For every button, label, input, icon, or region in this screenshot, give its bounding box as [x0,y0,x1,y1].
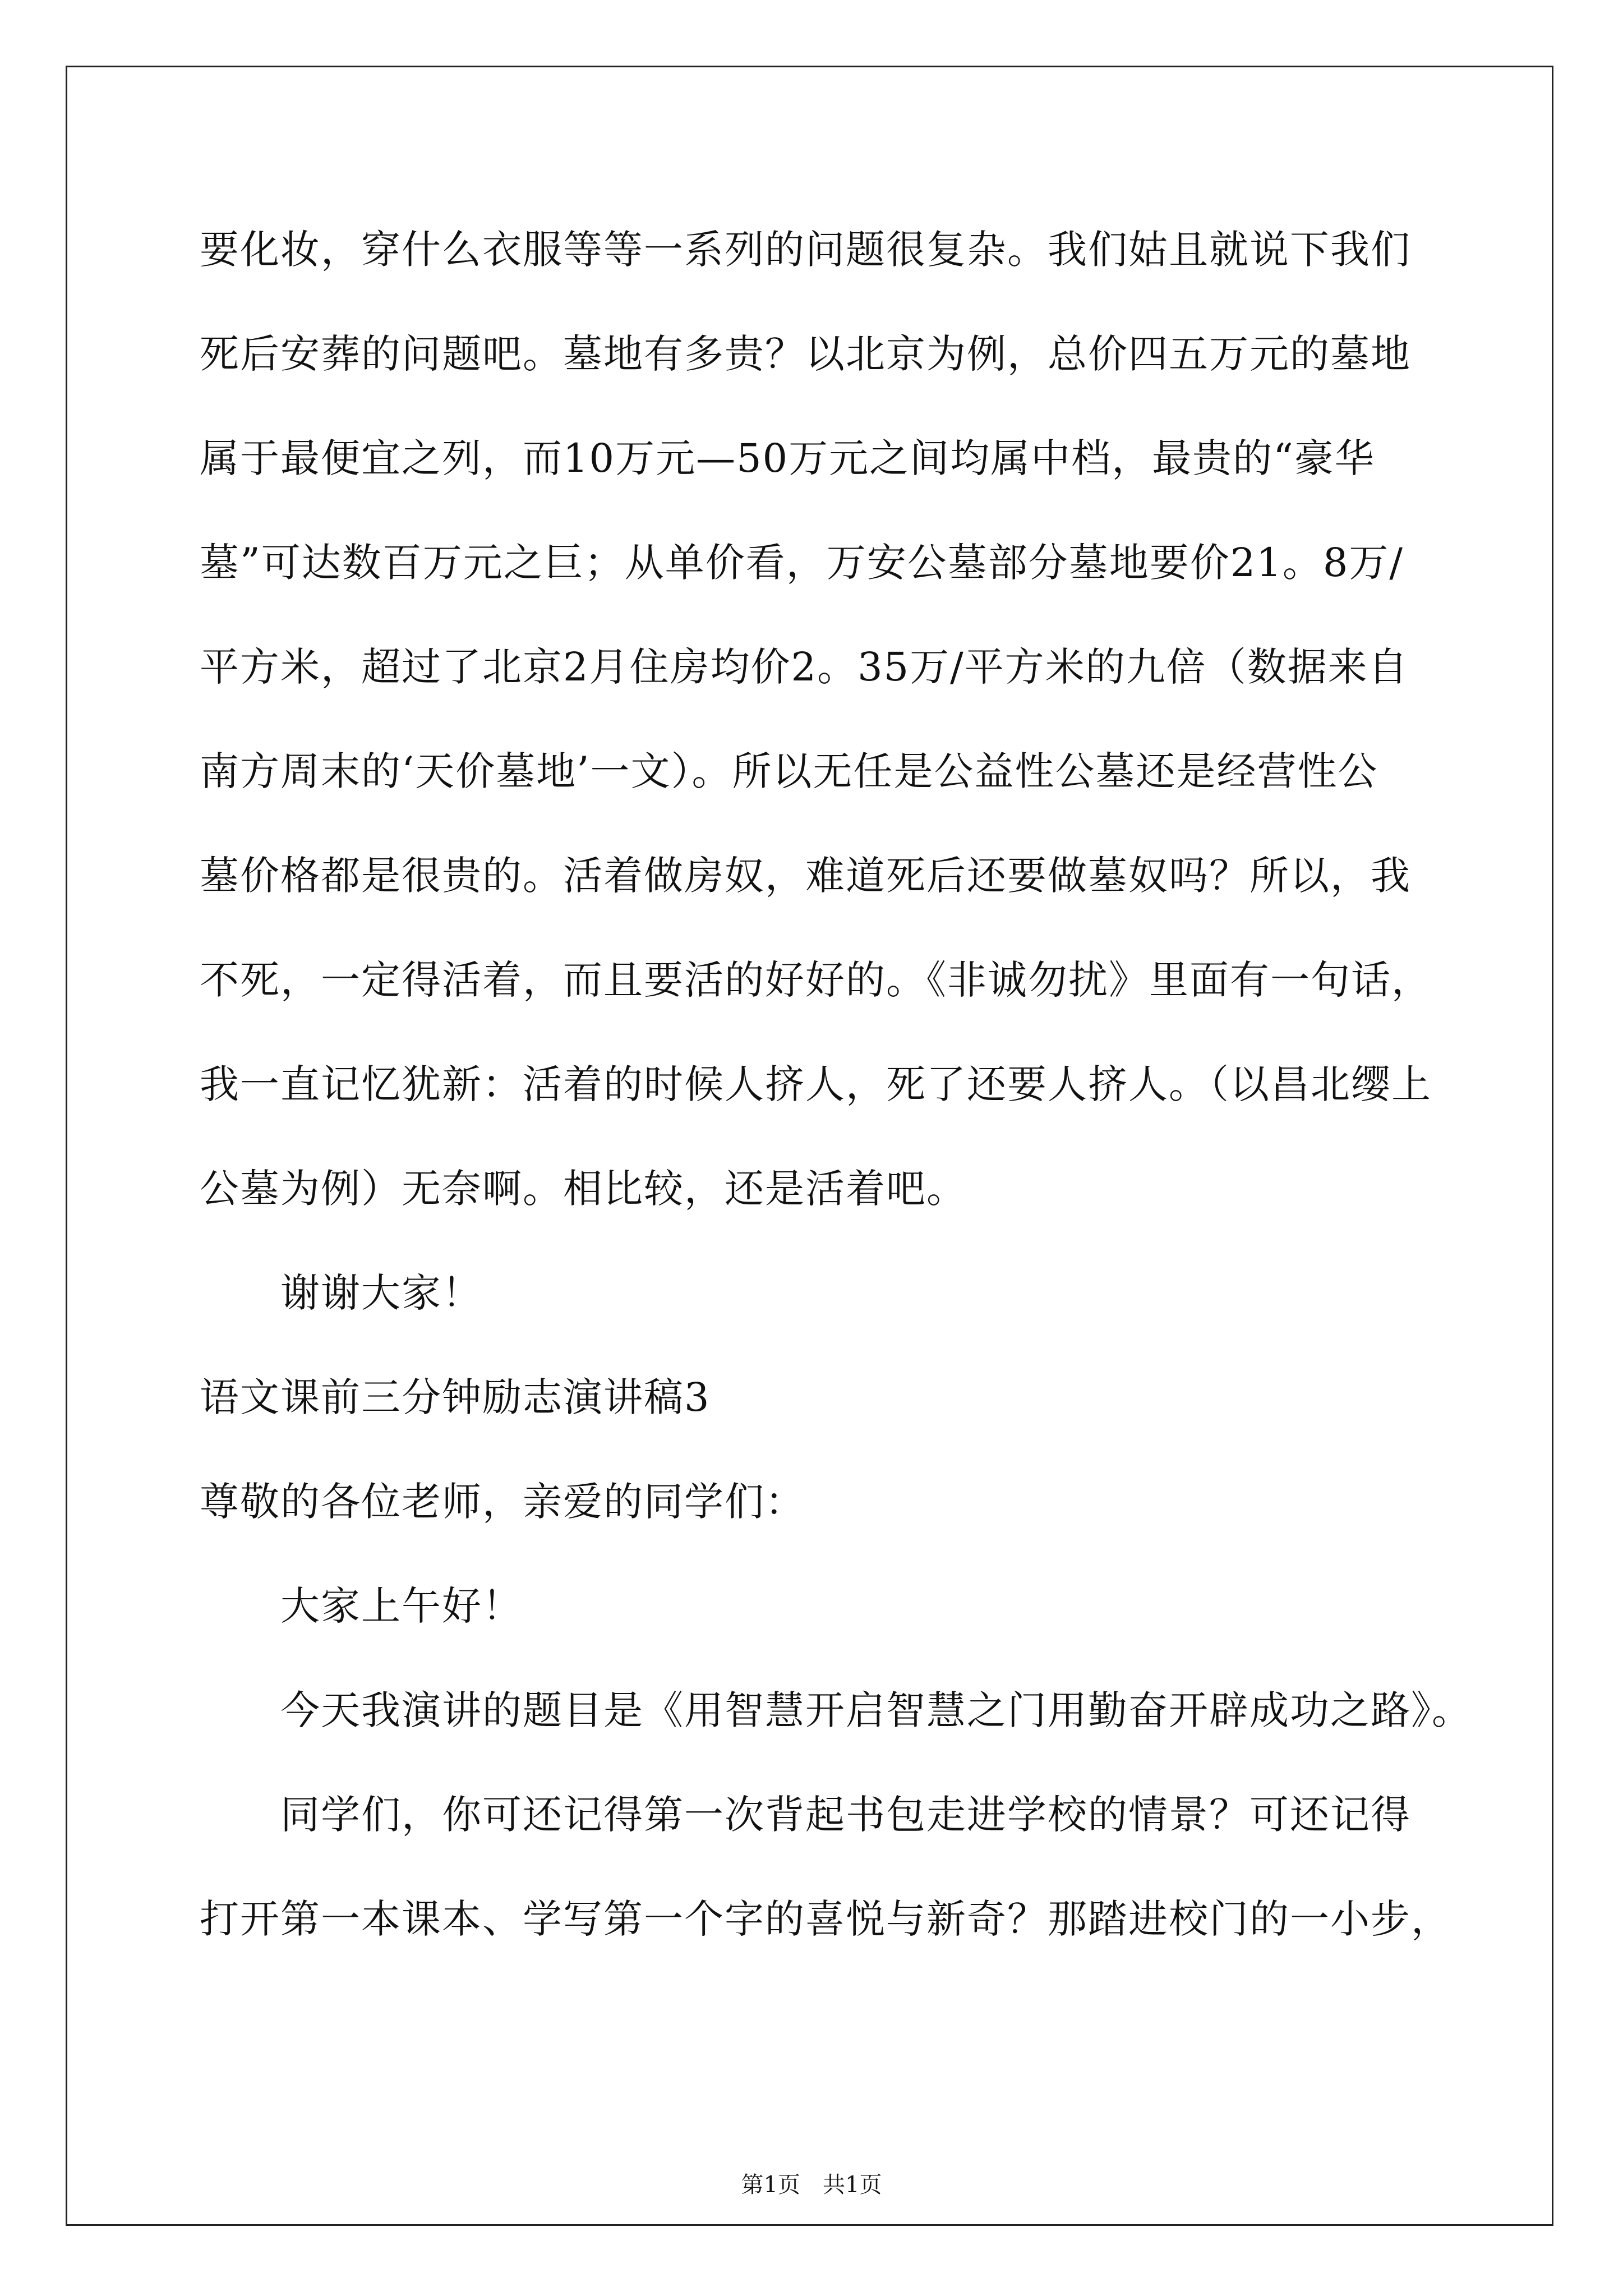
paragraph-line: 死后安葬的问题吧。墓地有多贵？以北京为例，总价四五万元的墓地 [200,331,1411,377]
greeting: 大家上午好！ [280,1583,523,1629]
paragraph-line: 我一直记忆犹新：活着的时候人挤人，死了还要人挤人。（以昌北缨上 [200,1061,1432,1107]
paragraph-line: 平方米，超过了北京2月住房均价2。35万/平方米的九倍（数据来自 [200,644,1409,690]
salutation: 尊敬的各位老师，亲爱的同学们： [200,1479,805,1525]
paragraph-line: 墓”可达数百万元之巨；从单价看，万安公墓部分墓地要价21。8万/ [200,540,1404,586]
paragraph-line: 打开第一本课本、学写第一个字的喜悦与新奇？那踏进校门的一小步， [200,1896,1451,1942]
paragraph-line: 不死，一定得活着，而且要活的好好的。《非诚勿扰》里面有一句话， [200,957,1432,1003]
thanks-line: 谢谢大家！ [280,1270,482,1316]
section-title: 语文课前三分钟励志演讲稿3 [200,1374,711,1420]
topic-line: 今天我演讲的题目是《用智慧开启智慧之门用勤奋开辟成功之路》。 [280,1687,1472,1733]
paragraph-line: 南方周末的‘天价墓地’一文）。所以无任是公益性公墓还是经营性公 [200,748,1378,794]
paragraph-line: 公墓为例）无奈啊。相比较，还是活着吧。 [200,1166,967,1212]
paragraph-line: 要化妆，穿什么衣服等等一系列的问题很复杂。我们姑且就说下我们 [200,227,1411,273]
paragraph-line: 属于最便宜之列，而10万元—50万元之间均属中档，最贵的“豪华 [200,435,1375,481]
paragraph-line: 同学们，你可还记得第一次背起书包走进学校的情景？可还记得 [280,1792,1411,1838]
page-footer: 第1页 共1页 [741,2172,882,2198]
paragraph-line: 墓价格都是很贵的。活着做房奴，难道死后还要做墓奴吗？所以，我 [200,853,1411,899]
